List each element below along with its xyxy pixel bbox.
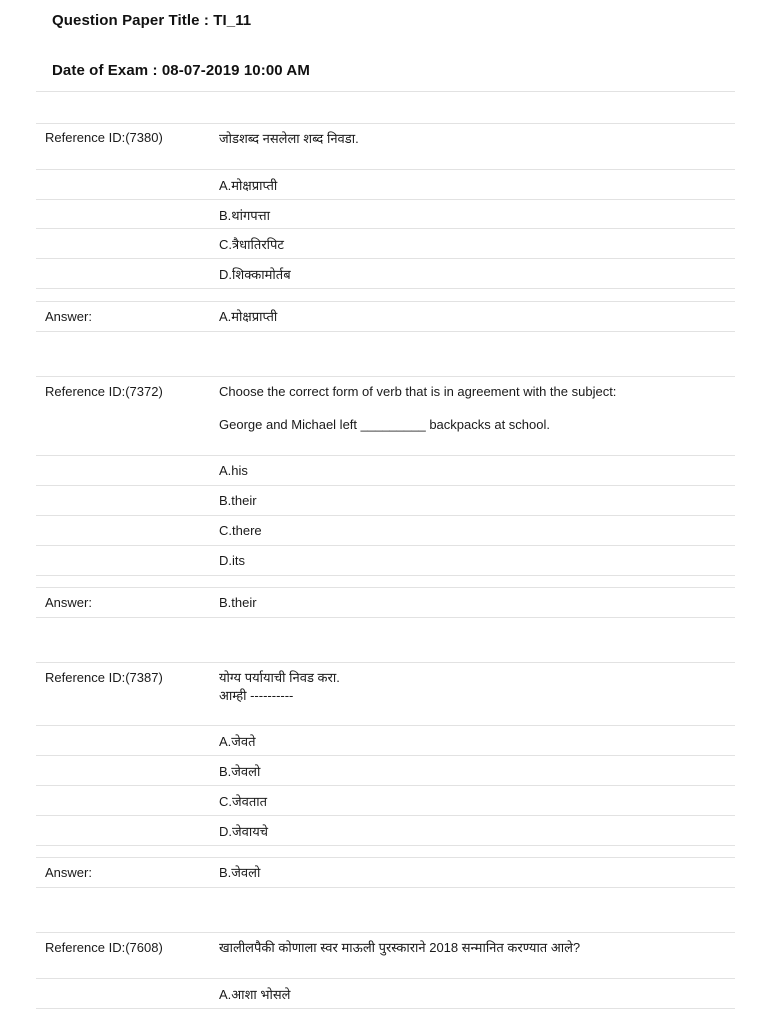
divider [36, 587, 735, 588]
reference-id: Reference ID:(7608) [45, 940, 163, 955]
option-c: C.there [219, 523, 262, 538]
divider [36, 932, 735, 933]
answer-value: B.जेवलो [219, 865, 261, 880]
question-paper-title: Question Paper Title : TI_11 [52, 12, 252, 29]
divider [36, 755, 735, 756]
divider [36, 785, 735, 786]
option-d: D.जेवायचे [219, 824, 269, 839]
reference-id: Reference ID:(7380) [45, 130, 163, 145]
option-c: C.जेवतात [219, 794, 268, 809]
reference-id: Reference ID:(7372) [45, 384, 163, 399]
divider [36, 288, 735, 289]
divider [36, 91, 735, 92]
question-text: योग्य पर्यायाची निवड करा. [219, 670, 340, 685]
exam-date: Date of Exam : 08-07-2019 10:00 AM [52, 62, 310, 79]
divider [36, 228, 735, 229]
divider [36, 169, 735, 170]
option-a: A.आशा भोसले [219, 987, 291, 1002]
divider [36, 815, 735, 816]
divider [36, 887, 735, 888]
option-b: B.जेवलो [219, 764, 261, 779]
divider [36, 662, 735, 663]
answer-label: Answer: [45, 595, 92, 610]
answer-value: B.their [219, 595, 257, 610]
divider [36, 725, 735, 726]
divider [36, 1008, 735, 1009]
divider [36, 376, 735, 377]
divider [36, 199, 735, 200]
question-text: Choose the correct form of verb that is in agreement with the subject: [219, 384, 617, 399]
divider [36, 301, 735, 302]
divider [36, 123, 735, 124]
divider [36, 485, 735, 486]
option-d: D.its [219, 553, 245, 568]
divider [36, 331, 735, 332]
question-text-line-2: George and Michael left _________ backpacks at school. [219, 417, 550, 432]
divider [36, 455, 735, 456]
divider [36, 545, 735, 546]
option-a: A.मोक्षप्राप्ती [219, 178, 278, 193]
answer-value: A.मोक्षप्राप्ती [219, 309, 278, 324]
option-a: A.जेवते [219, 734, 256, 749]
divider [36, 857, 735, 858]
option-d: D.शिक्कामोर्तब [219, 267, 291, 282]
option-c: C.त्रैधातिरपिट [219, 237, 284, 252]
question-text: जोडशब्द नसलेला शब्द निवडा. [219, 131, 359, 146]
option-b: B.their [219, 493, 257, 508]
divider [36, 617, 735, 618]
question-text: खालीलपैकी कोणाला स्वर माऊली पुरस्काराने 2018 सन्मानित करण्यात आले? [219, 940, 581, 955]
reference-id: Reference ID:(7387) [45, 670, 163, 685]
divider [36, 845, 735, 846]
option-b: B.थांगपत्ता [219, 208, 271, 223]
question-text-line-2: आम्ही ---------- [219, 688, 294, 703]
divider [36, 978, 735, 979]
divider [36, 258, 735, 259]
divider [36, 515, 735, 516]
divider [36, 575, 735, 576]
answer-label: Answer: [45, 309, 92, 324]
answer-label: Answer: [45, 865, 92, 880]
option-a: A.his [219, 463, 248, 478]
